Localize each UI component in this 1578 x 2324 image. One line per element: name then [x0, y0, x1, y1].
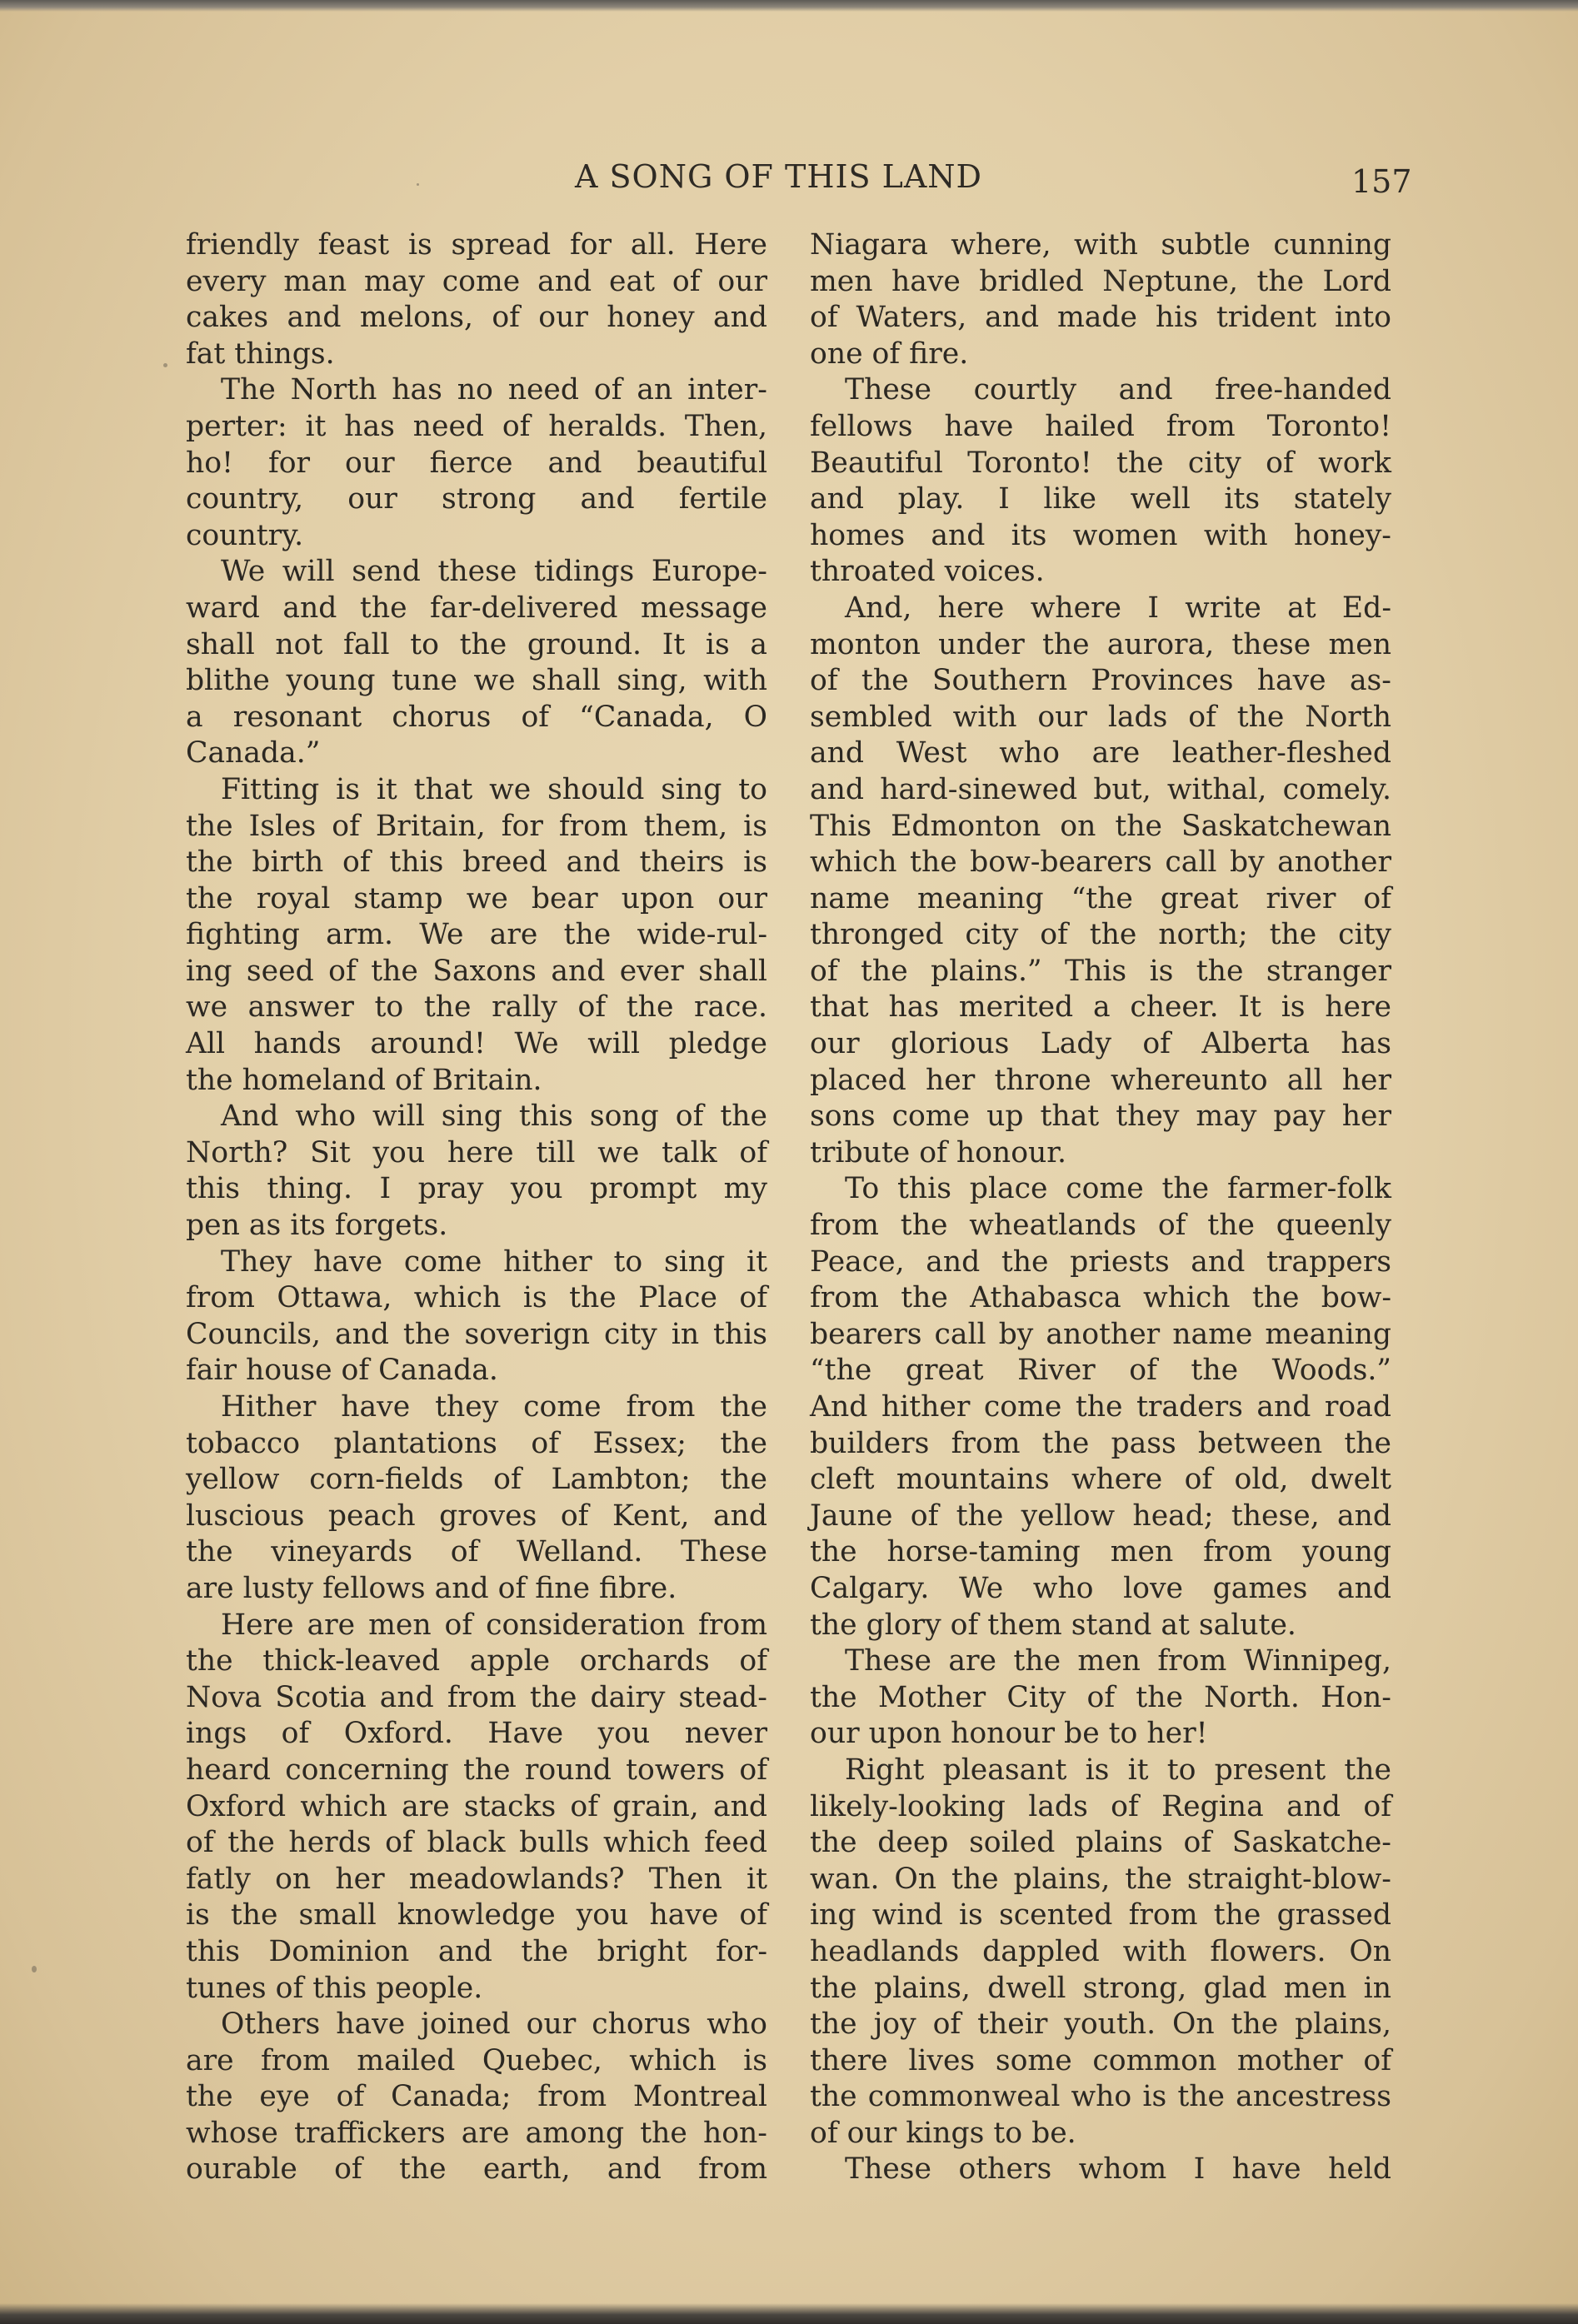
- text-line: Nova Scotia and from the dairy stead-: [186, 1680, 767, 1714]
- text-line: fatly on her meadowlands? Then it: [186, 1862, 767, 1896]
- text-line: North? Sit you here till we talk of: [186, 1135, 767, 1169]
- text-line: fellows have hailed from Toronto!: [810, 409, 1391, 443]
- text-line: ho! for our fierce and beautiful: [186, 446, 767, 480]
- text-line: our upon honour be to her!: [810, 1717, 1208, 1751]
- text-line: from the wheatlands of the queenly: [810, 1209, 1391, 1243]
- text-line: our glorious Lady of Alberta has: [810, 1027, 1391, 1061]
- text-line: from Ottawa, which is the Place of: [186, 1281, 767, 1315]
- text-line: of the herds of black bulls which feed: [186, 1826, 767, 1860]
- text-line: country.: [186, 518, 304, 552]
- text-line: of Waters, and made his trident into: [810, 301, 1391, 335]
- text-line: blithe young tune we shall sing, with: [186, 664, 767, 698]
- text-line: builders from the pass between the: [810, 1426, 1391, 1460]
- text-line: ward and the far-delivered message: [186, 591, 767, 625]
- text-line: this thing. I pray you prompt my: [186, 1172, 767, 1206]
- text-line: we answer to the rally of the race.: [186, 990, 767, 1025]
- text-line: every man may come and eat of our: [186, 264, 767, 298]
- text-line: the eye of Canada; from Montreal: [186, 2080, 767, 2114]
- text-line: ings of Oxford. Have you never: [186, 1717, 767, 1751]
- text-line: the thick-leaved apple orchards of: [186, 1644, 767, 1678]
- text-line: placed her throne whereunto all her: [810, 1063, 1391, 1097]
- text-line: We will send these tidings Europe-: [221, 555, 767, 589]
- text-line: tobacco plantations of Essex; the: [186, 1426, 767, 1460]
- text-line: and West who are leather-fleshed: [810, 736, 1391, 771]
- text-line: homes and its women with honey-: [810, 518, 1391, 552]
- text-line: fighting arm. We are the wide-rul-: [186, 918, 767, 952]
- text-line: And, here where I write at Ed-: [845, 591, 1391, 625]
- text-line: this Dominion and the bright for-: [186, 1934, 767, 1968]
- text-line: perter: it has need of heralds. Then,: [186, 409, 767, 443]
- text-line: throated voices.: [810, 555, 1045, 589]
- text-line: monton under the aurora, these men: [810, 627, 1391, 661]
- text-line: the glory of them stand at salute.: [810, 1608, 1296, 1642]
- text-column-right: [810, 227, 1391, 2188]
- text-line: And hither come the traders and road: [810, 1390, 1391, 1424]
- text-line: and play. I like well its stately: [810, 482, 1391, 516]
- text-line: the homeland of Britain.: [186, 1063, 542, 1097]
- text-line: cakes and melons, of our honey and: [186, 301, 767, 335]
- text-line: fat things.: [186, 337, 335, 371]
- text-line: This Edmonton on the Saskatchewan: [810, 809, 1391, 843]
- text-line: Here are men of consideration from: [221, 1608, 767, 1642]
- text-line: are lusty fellows and of fine fibre.: [186, 1571, 677, 1605]
- text-line: Hither have they come from the: [221, 1390, 767, 1424]
- text-line: tunes of this people.: [186, 1971, 483, 2005]
- paper-speck: [163, 363, 167, 367]
- text-line: Jaune of the yellow head; these, and: [810, 1499, 1391, 1533]
- text-line: Right pleasant is it to present the: [845, 1753, 1391, 1787]
- text-line: The North has no need of an inter-: [221, 373, 767, 407]
- text-line: These courtly and free-handed: [845, 373, 1391, 407]
- text-line: of our kings to be.: [810, 2116, 1076, 2150]
- text-line: friendly feast is spread for all. Here: [186, 228, 767, 262]
- text-line: from the Athabasca which the bow-: [810, 1281, 1391, 1315]
- text-line: To this place come the farmer-folk: [845, 1172, 1391, 1206]
- text-line: the deep soiled plains of Saskatche-: [810, 1826, 1391, 1860]
- text-line: the joy of their youth. On the plains,: [810, 2007, 1391, 2042]
- text-line: name meaning “the great river of: [810, 881, 1391, 915]
- text-line: Calgary. We who love games and: [810, 1571, 1391, 1605]
- text-line: the vineyards of Welland. These: [186, 1535, 767, 1569]
- text-line: wan. On the plains, the straight-blow-: [810, 1862, 1391, 1896]
- text-line: Councils, and the soverign city in this: [186, 1317, 767, 1351]
- text-line: bearers call by another name meaning: [810, 1317, 1391, 1351]
- text-line: pen as its forgets.: [186, 1209, 448, 1243]
- text-line: ourable of the earth, and from: [186, 2152, 767, 2187]
- text-line: which the bow-bearers call by another: [810, 845, 1391, 880]
- page-number: 157: [1351, 163, 1412, 200]
- text-line: Niagara where, with subtle cunning: [810, 228, 1391, 262]
- text-line: “the great River of the Woods.”: [810, 1354, 1391, 1388]
- text-line: luscious peach groves of Kent, and: [186, 1499, 767, 1533]
- text-line: the plains, dwell strong, glad men in: [810, 1971, 1391, 2005]
- text-line: is the small knowledge you have of: [186, 1898, 767, 1933]
- text-line: the royal stamp we bear upon our: [186, 881, 767, 915]
- page-top-edge: [0, 0, 1578, 12]
- text-line: sembled with our lads of the North: [810, 700, 1391, 734]
- paper-speck: [32, 1966, 37, 1972]
- text-line: country, our strong and fertile: [186, 482, 767, 516]
- text-line: one of fire.: [810, 337, 969, 371]
- text-line: They have come hither to sing it: [221, 1244, 767, 1279]
- text-column-left: [186, 227, 767, 2188]
- text-line: heard concerning the round towers of: [186, 1753, 767, 1787]
- text-line: ing wind is scented from the grassed: [810, 1898, 1391, 1933]
- text-line: shall not fall to the ground. It is a: [186, 627, 767, 661]
- text-line: there lives some common mother of: [810, 2043, 1391, 2077]
- text-line: Oxford which are stacks of grain, and: [186, 1789, 767, 1823]
- text-line: yellow corn-fields of Lambton; the: [186, 1463, 767, 1497]
- text-line: These others whom I have held: [845, 2152, 1391, 2187]
- text-line: of the Southern Provinces have as-: [810, 664, 1391, 698]
- text-line: are from mailed Quebec, which is: [186, 2043, 767, 2077]
- text-line: the birth of this breed and theirs is: [186, 845, 767, 880]
- text-line: Beautiful Toronto! the city of work: [810, 446, 1391, 480]
- text-line: the Isles of Britain, for from them, is: [186, 809, 767, 843]
- text-line: the horse-taming men from young: [810, 1535, 1391, 1569]
- text-line: sons come up that they may pay her: [810, 1100, 1391, 1134]
- text-line: And who will sing this song of the: [221, 1100, 767, 1134]
- text-line: thronged city of the north; the city: [810, 918, 1391, 952]
- text-line: fair house of Canada.: [186, 1354, 498, 1388]
- text-line: that has merited a cheer. It is here: [810, 990, 1391, 1025]
- paper-speck: [417, 183, 419, 186]
- running-head: A SONG OF THIS LAND: [575, 158, 982, 195]
- page-bottom-edge: [0, 2303, 1578, 2324]
- text-line: ing seed of the Saxons and ever shall: [186, 954, 767, 988]
- text-line: headlands dappled with flowers. On: [810, 1934, 1391, 1968]
- text-line: Others have joined our chorus who: [221, 2007, 767, 2042]
- text-line: of the plains.” This is the stranger: [810, 954, 1391, 988]
- text-line: the commonweal who is the ancestress: [810, 2080, 1391, 2114]
- text-line: Canada.”: [186, 736, 321, 771]
- text-line: a resonant chorus of “Canada, O: [186, 700, 767, 734]
- text-line: cleft mountains where of old, dwelt: [810, 1463, 1391, 1497]
- text-line: tribute of honour.: [810, 1135, 1067, 1169]
- text-line: All hands around! We will pledge: [186, 1027, 767, 1061]
- text-line: men have bridled Neptune, the Lord: [810, 264, 1391, 298]
- text-line: Peace, and the priests and trappers: [810, 1244, 1391, 1279]
- text-line: and hard-sinewed but, withal, comely.: [810, 772, 1391, 806]
- text-line: whose traffickers are among the hon-: [186, 2116, 767, 2150]
- text-line: These are the men from Winnipeg,: [845, 1644, 1391, 1678]
- text-line: the Mother City of the North. Hon-: [810, 1680, 1391, 1714]
- text-line: likely-looking lads of Regina and of: [810, 1789, 1391, 1823]
- text-line: Fitting is it that we should sing to: [221, 772, 767, 806]
